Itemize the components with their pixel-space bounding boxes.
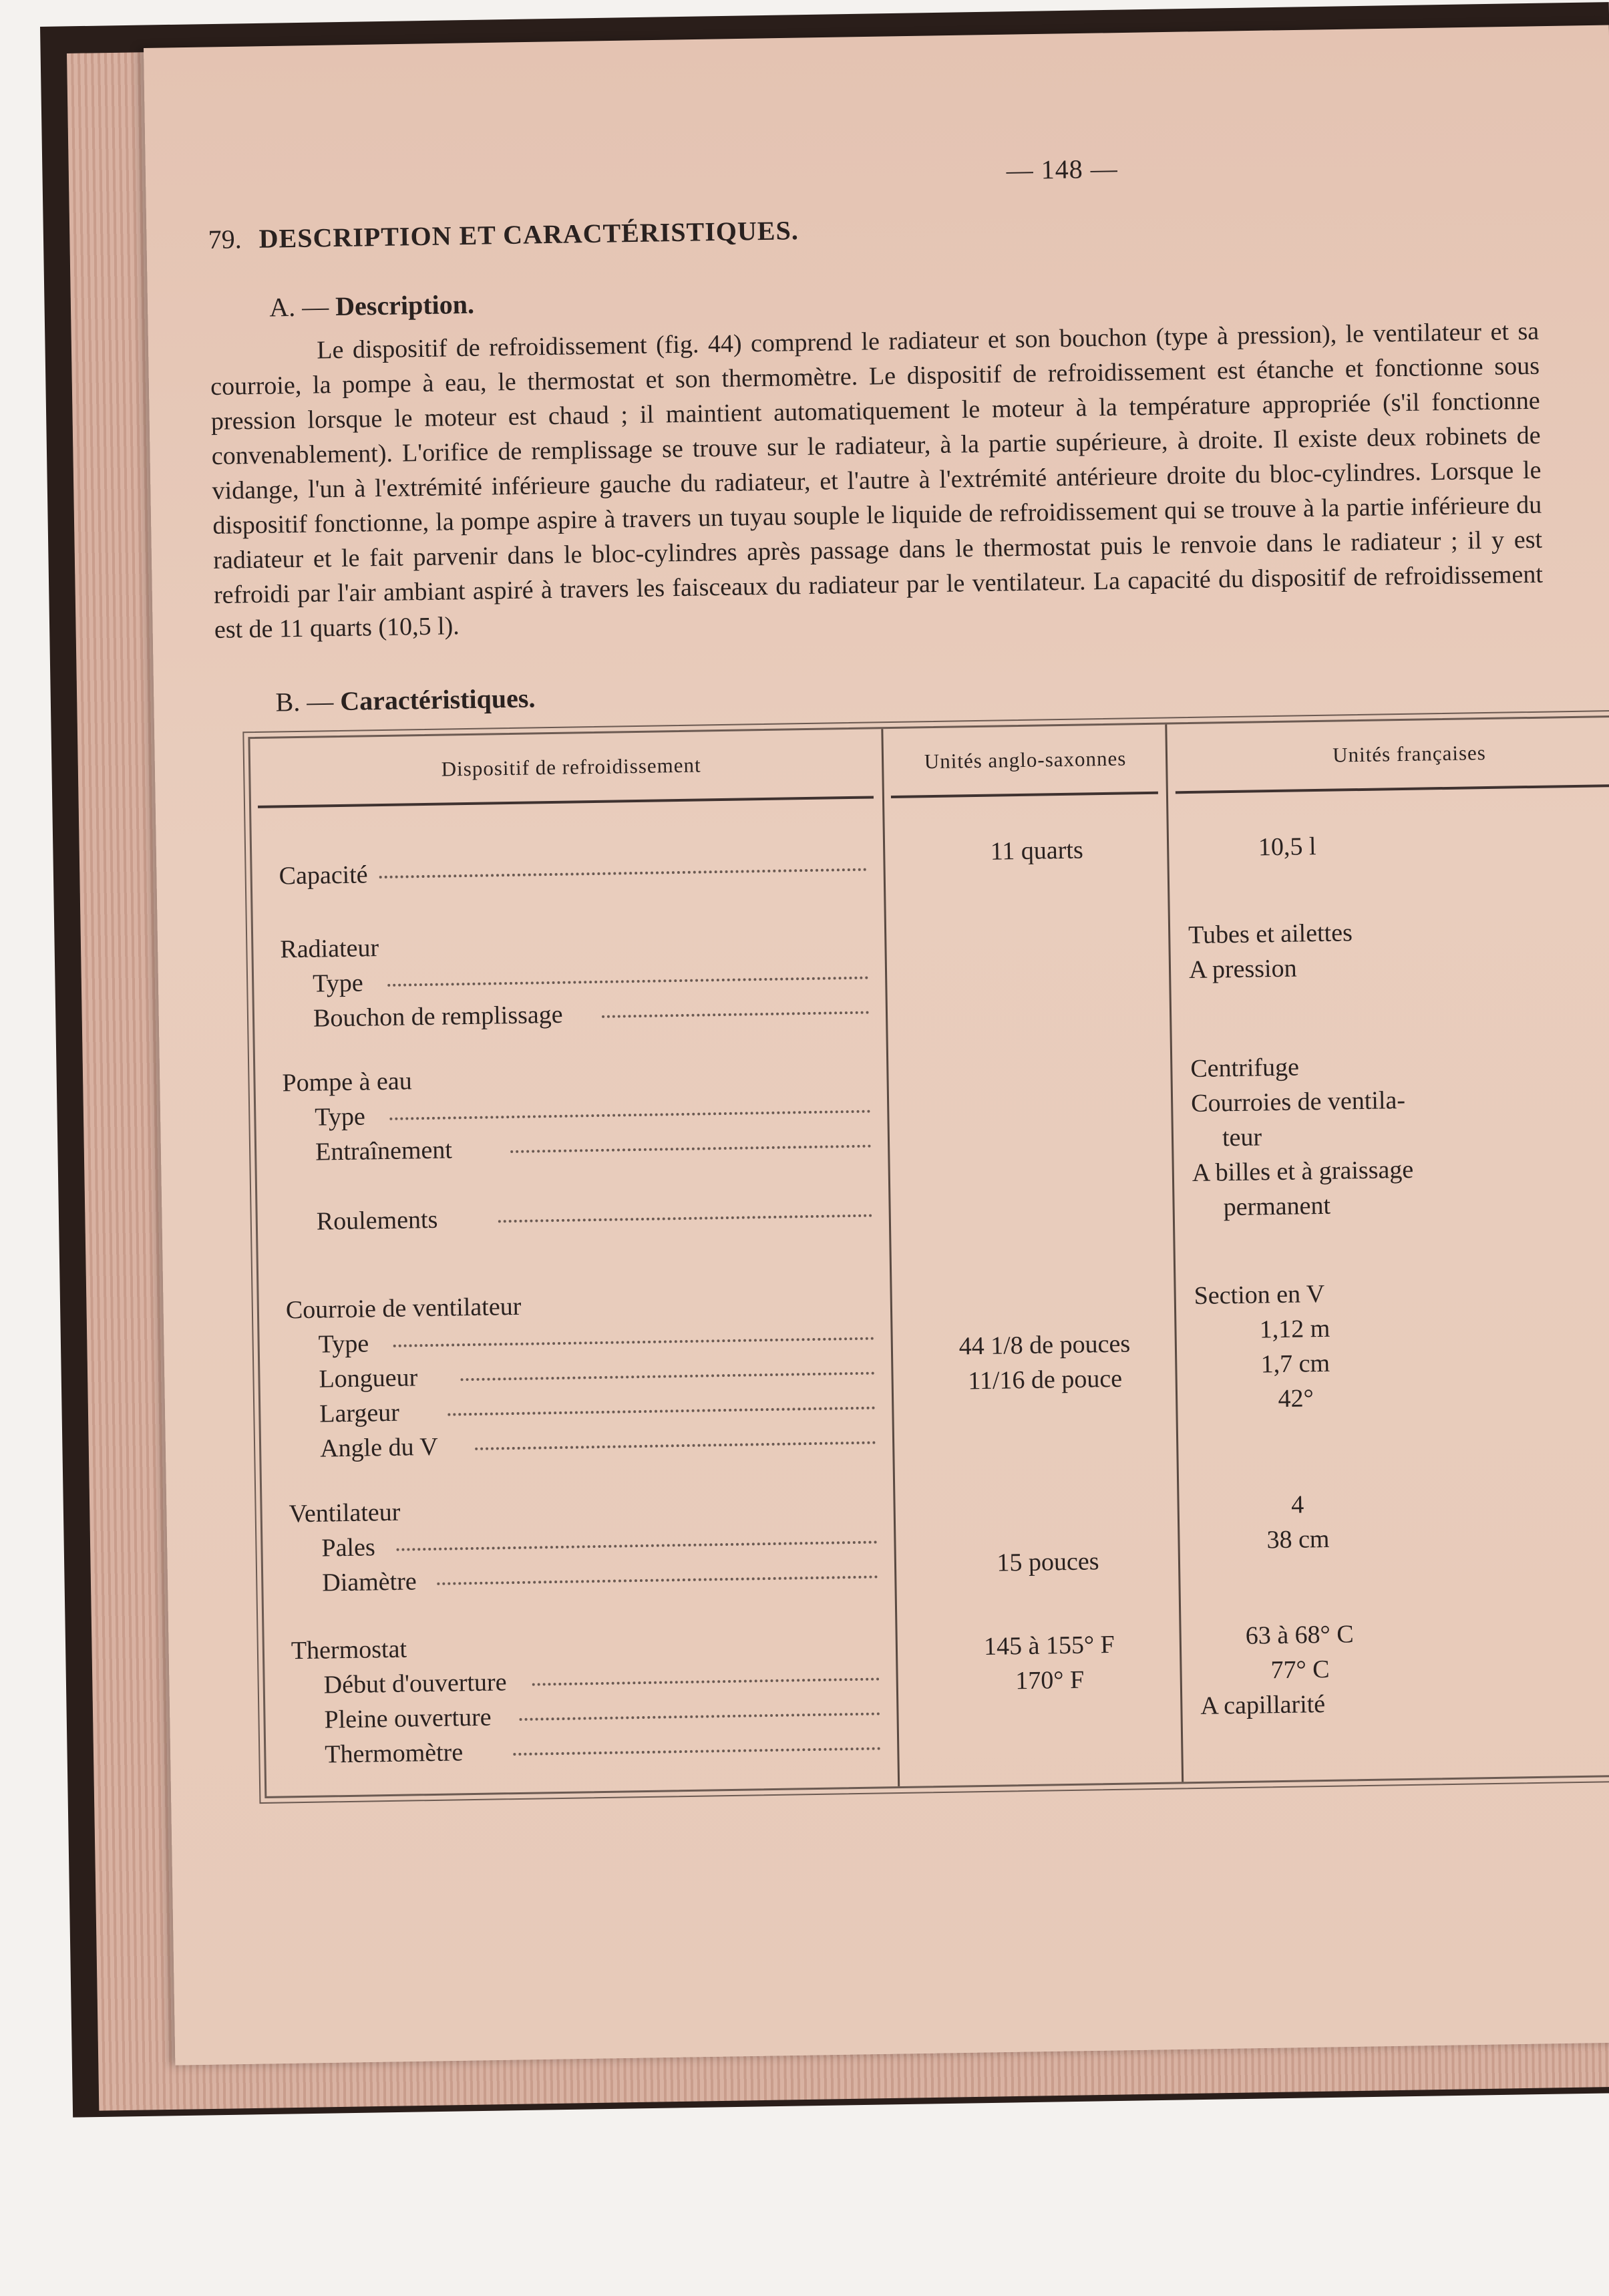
row-sub-label: Largeur: [319, 1398, 400, 1428]
leader-dots: [389, 1110, 870, 1120]
cell-french: A capillarité: [1200, 1689, 1326, 1720]
row-sub-label: Type: [315, 1102, 366, 1132]
section-title: DESCRIPTION ET CARACTÉRISTIQUES.: [258, 215, 799, 254]
row-sub-label: Longueur: [319, 1363, 418, 1393]
characteristics-table: [242, 709, 1609, 1804]
characteristics-heading: [275, 666, 1591, 718]
row-label: Thermostat: [291, 1635, 407, 1665]
column-header-english-units: Unités anglo-saxonnes: [924, 746, 1127, 774]
row-label: Radiateur: [280, 934, 379, 964]
leader-dots: [602, 1011, 869, 1018]
section-number: 79.: [208, 224, 242, 255]
leader-dots: [397, 1540, 878, 1550]
page-content: [207, 146, 1608, 1804]
row-sub-label: Diamètre: [321, 1567, 417, 1597]
cell-french: 38 cm: [1266, 1524, 1330, 1554]
row-sub-label: Roulements: [316, 1205, 438, 1236]
leader-dots: [379, 868, 867, 878]
row-sub-label: Angle du V: [319, 1432, 439, 1463]
cell-french: 1,12 m: [1259, 1314, 1330, 1344]
row-sub-label: Entraînement: [315, 1136, 453, 1166]
cell-french: 63 à 68° C: [1245, 1620, 1354, 1650]
row-label: Pompe à eau: [282, 1067, 413, 1098]
leader-dots: [532, 1677, 880, 1685]
cell-french: 1,7 cm: [1260, 1349, 1330, 1379]
leader-dots: [520, 1712, 880, 1720]
cell-english: 170° F: [1015, 1665, 1085, 1695]
cell-french: 42°: [1278, 1384, 1314, 1414]
column-divider: [1165, 725, 1184, 1782]
cell-english: 15 pouces: [997, 1547, 1099, 1577]
cell-french: A pression: [1188, 954, 1297, 985]
row-label: Courroie de ventilateur: [285, 1292, 522, 1325]
leader-dots: [475, 1442, 876, 1450]
row-label: Capacité: [279, 860, 368, 890]
cell-french: 10,5 l: [1258, 832, 1316, 862]
column-divider: [881, 729, 900, 1786]
section-heading: [208, 202, 1584, 255]
header-rule: [1176, 784, 1609, 794]
table-row-ventilateur: [262, 1475, 1609, 1597]
row-sub-label: Type: [312, 969, 363, 998]
row-sub-label: Début d'ouverture: [323, 1668, 507, 1699]
cell-french: Tubes et ailettes: [1188, 919, 1353, 950]
leader-dots: [510, 1145, 871, 1153]
table-row-pompe: [255, 1044, 1609, 1236]
row-label: Ventilateur: [289, 1498, 401, 1528]
cell-french: A billes et à graissage: [1192, 1155, 1414, 1188]
description-heading-title: Description.: [335, 289, 475, 322]
cell-french: Courroies de ventila-: [1190, 1086, 1406, 1118]
column-header-french-units: Unités françaises: [1332, 741, 1487, 767]
description-paragraph: Le dispositif de refroidissement (fig. 44) comprend le radiateur et son bouchon (type à pression), le ventilateur et sa courroie, la pompe à eau, le thermostat et son thermomètre. Le dispositif de refroidissement est étanche et fonctionne sous pression lorsque le moteur est chaud ; il maintient automatiquement le moteur à la température appropriée (s'il fonctionne convenablement). L'orifice de remplissage se trouve sur le radiateur, à la partie supérieure, à droite. Il existe deux robinets de vidange, l'un à l'extrémité inférieure gauche du radiateur, et l'autre à l'extrémité antérieure droite du bloc-cylindres. Lorsque le dispositif fonctionne, la pompe aspire à travers un tuyau souple le liquide de refroidissement qui se trouve à la partie inférieure du radiateur et le fait parvenir dans le bloc-cylindres après passage dans le thermostat puis le renvoie dans le radiateur ; il y est refroidi par l'air ambiant aspiré à travers les faisceaux du radiateur par le ventilateur. La capacité du dispositif de refroidissement est de 11 quarts (10,5 l).: [210, 317, 1544, 644]
table-row-courroie: [258, 1271, 1609, 1463]
characteristics-table-inner: [248, 715, 1609, 1798]
cell-french: Centrifuge: [1190, 1053, 1300, 1084]
description-heading-prefix: A. —: [269, 291, 329, 323]
leader-dots: [513, 1747, 880, 1756]
cell-french: 77° C: [1270, 1655, 1330, 1685]
row-sub-label: Pales: [321, 1533, 376, 1563]
row-sub-label: Type: [318, 1329, 369, 1359]
table-row-radiateur: [253, 911, 1609, 1033]
characteristics-heading-title: Caractéristiques.: [339, 683, 536, 716]
characteristics-heading-prefix: B. —: [275, 686, 334, 717]
column-header-system: Dispositif de refroidissement: [441, 753, 701, 781]
row-sub-label: Pleine ouverture: [324, 1703, 492, 1734]
cell-french: Section en V: [1194, 1279, 1325, 1310]
header-rule: [258, 796, 874, 808]
description-heading: [269, 271, 1585, 323]
leader-dots: [461, 1372, 875, 1381]
leader-dots: [498, 1214, 872, 1223]
table-row-thermostat: [264, 1612, 1609, 1769]
cell-english: 145 à 155° F: [983, 1630, 1115, 1661]
header-rule: [891, 792, 1158, 798]
row-sub-label: Thermomètre: [325, 1738, 464, 1769]
cell-french: 4: [1290, 1490, 1304, 1519]
cell-french: teur: [1222, 1123, 1262, 1152]
cell-english: 11 quarts: [990, 836, 1084, 866]
table-row-capacite: [252, 824, 1609, 890]
leader-dots: [437, 1575, 878, 1585]
cell-english: 44 1/8 de pouces: [958, 1329, 1131, 1361]
row-sub-label: Bouchon de remplissage: [313, 1000, 563, 1033]
cell-french: permanent: [1223, 1191, 1331, 1222]
cell-english: 11/16 de pouce: [967, 1364, 1123, 1396]
page-number: — 148 —: [1006, 153, 1119, 186]
